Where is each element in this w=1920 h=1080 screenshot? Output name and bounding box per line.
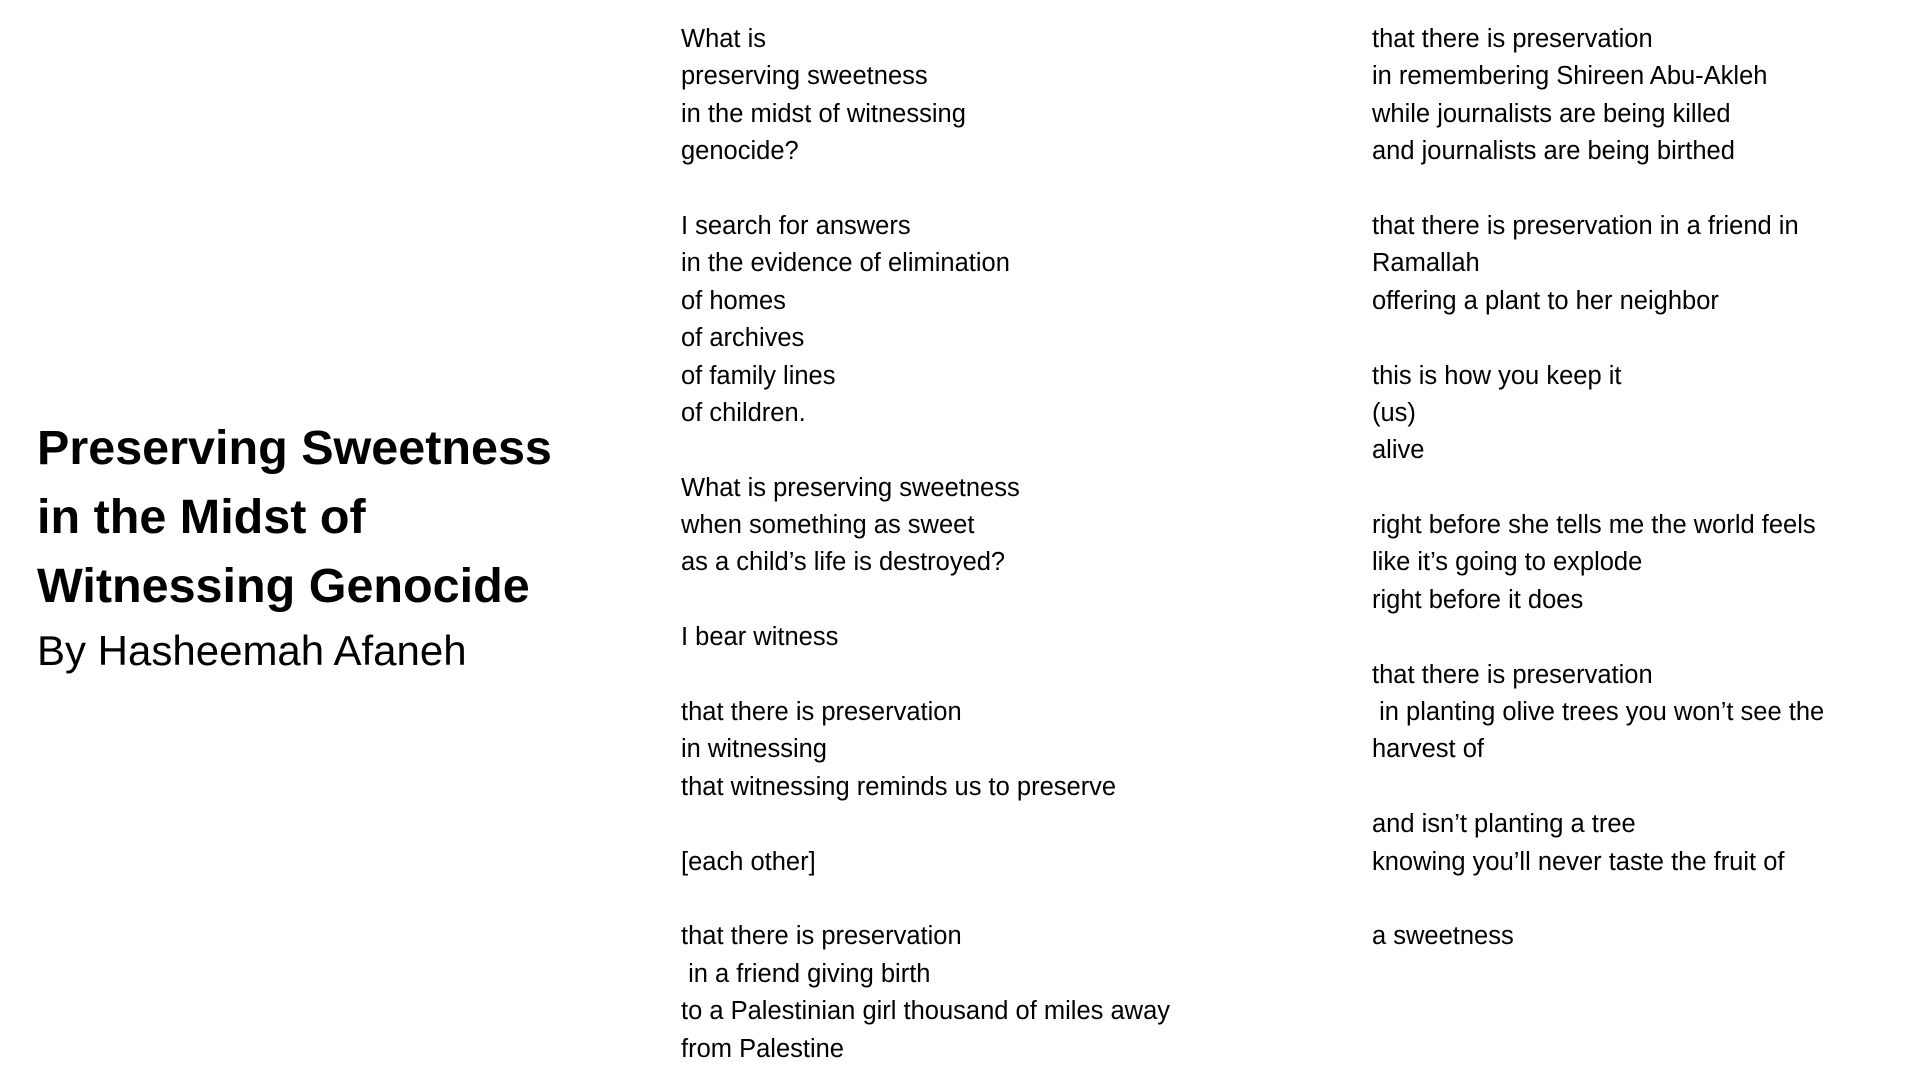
poem-line: as a child’s life is destroyed? (681, 548, 1006, 577)
poem-line (1372, 470, 1912, 507)
poem-line (681, 432, 1221, 469)
poem-line (1372, 619, 1912, 656)
poem-line (1372, 320, 1912, 357)
poem-line: I bear witness (681, 623, 839, 652)
poem-line: when something as sweet (681, 511, 975, 540)
poem-line: in the midst of witnessing (681, 99, 966, 128)
poem-line: alive (1372, 436, 1425, 465)
poem-line: offering a plant to her neighbor (1372, 286, 1719, 315)
poem-line (681, 171, 1221, 208)
poem-line (1372, 769, 1912, 806)
poem-line: that there is preservation in a friend in (1372, 211, 1799, 240)
poem-line: harvest of (1372, 735, 1484, 764)
poem-line: that there is preservation (1372, 660, 1653, 689)
poem-line: while journalists are being killed (1372, 99, 1731, 128)
poem-line: knowing you’ll never taste the fruit of (1372, 847, 1785, 876)
poem-title-line: in the Midst of (37, 490, 366, 544)
poem-line: [each other] (681, 847, 816, 876)
poem-line: and journalists are being birthed (1372, 137, 1735, 166)
poem-line (681, 806, 1221, 843)
poem-line: of family lines (681, 361, 836, 390)
poem-line: that there is preservation (681, 698, 962, 727)
poem-line: of archives (681, 324, 805, 353)
poem-line (681, 582, 1221, 619)
poem-title-line: Witnessing Genocide (37, 559, 530, 613)
poem-line: right before she tells me the world feels (1372, 511, 1816, 540)
poem-line (681, 657, 1221, 694)
poem-line: a sweetness (1372, 922, 1514, 951)
poem-title (37, 414, 637, 621)
poem-line: that there is preservation (1372, 25, 1653, 53)
poem-line: What is (681, 25, 767, 53)
poem-line: genocide? (681, 137, 799, 166)
poem-line: in planting olive trees you won’t see the (1372, 698, 1825, 727)
poem-line: What is preserving sweetness (681, 473, 1020, 502)
poem-line: I search for answers (681, 211, 911, 240)
poem-line: that witnessing reminds us to preserve (681, 772, 1117, 801)
poem-line: in the evidence of elimination (681, 249, 1010, 278)
poem-line (681, 881, 1221, 918)
poem-line: of children. (681, 398, 806, 427)
poem-line: and isn’t planting a tree (1372, 810, 1636, 839)
poem-line: in remembering Shireen Abu-Akleh (1372, 62, 1768, 91)
poem-line: in a friend giving birth (681, 959, 931, 988)
poem-line: Ramallah (1372, 249, 1480, 278)
poem-column-1 (681, 21, 1221, 1068)
poem-line: of homes (681, 286, 786, 315)
poem-line (1372, 171, 1912, 208)
poem-column-2 (1372, 21, 1912, 956)
poem-title-line: Preserving Sweetness (37, 421, 552, 475)
poem-line: like it’s going to explode (1372, 548, 1643, 577)
poem-line: in witnessing (681, 735, 827, 764)
poem-line (1372, 881, 1912, 918)
poem-line: (us) (1372, 398, 1416, 427)
title-block (37, 414, 637, 681)
poem-line: to a Palestinian girl thousand of miles away (681, 997, 1171, 1026)
poem-line: from Palestine (681, 1034, 844, 1063)
poem-line: right before it does (1372, 585, 1584, 614)
poem-line: preserving sweetness (681, 62, 928, 91)
poem-line: that there is preservation (681, 922, 962, 951)
poem-line: this is how you keep it (1372, 361, 1622, 390)
poem-author: By Hasheemah Afaneh (37, 627, 467, 674)
